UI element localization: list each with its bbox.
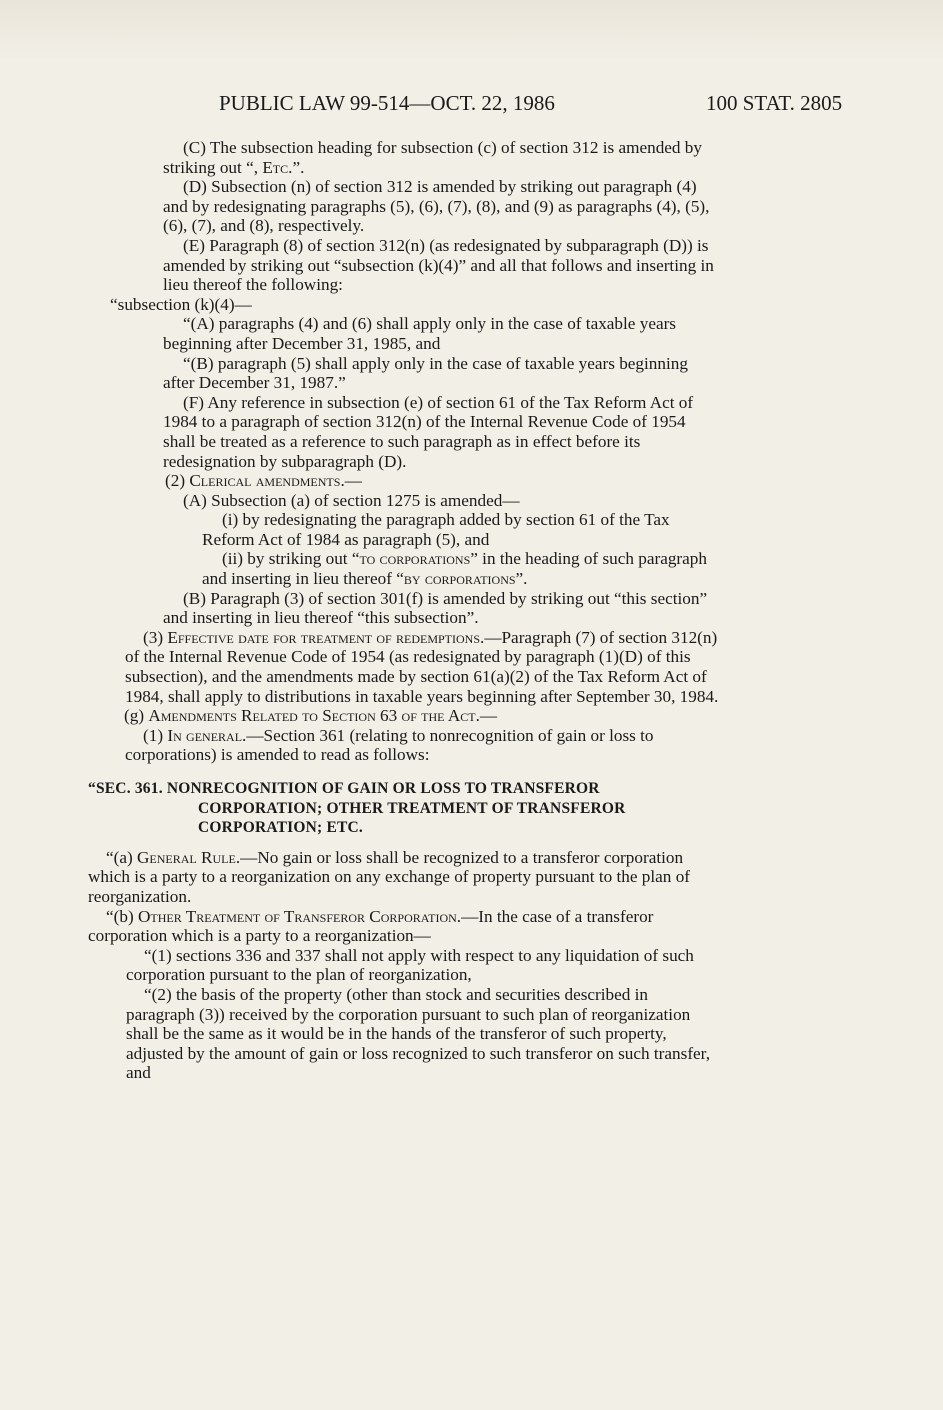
subsection-g: (g) Amendments Related to Section 63 of the Act.— (124, 706, 498, 726)
quoted-paragraph-a: “(A) paragraphs (4) and (6) shall apply only in the case of taxable years beginning after December 31, 1985, and (163, 314, 676, 353)
page-header (0, 91, 943, 117)
quoted-paragraph-1: “(1) sections 336 and 337 shall not apply with respect to any liquidation of such corporation pursuant to the plan of reorganization, (126, 945, 694, 985)
paragraph-2b: (B) Paragraph (3) of section 301(f) is amended by striking out “this section” and inserting in lieu thereof “this subsection”. (163, 588, 708, 628)
quoted-paragraph-b: “(B) paragraph (5) shall apply only in the case of taxable years beginning after December 31, 1987.” (163, 353, 688, 393)
quoted-subsection-a-general-rule: “(a) General Rule.—No gain or loss shall be recognized to a transferor corporation which is a party to a reorganization on any exchange of property pursuant to the plan of reorganization. (88, 847, 691, 906)
document-body (88, 138, 720, 1083)
quoted-paragraph-2: “(2) the basis of the property (other than stock and securities described in paragraph (3)) received by the corporation pursuant to such plan of reorganization shall be the same as it would be in the hands of the transferor of such property, adjusted by the amount of gain or loss recognized to such transferor on such transfer, and (126, 984, 710, 1083)
section-361-heading: “SEC. 361. NONRECOGNITION OF GAIN OR LOSS TO TRANSFEROR CORPORATION; OTHER TREATMENT OF TRANSFEROR CORPORATION; ETC. (88, 780, 626, 837)
quoted-subsection-heading: “subsection (k)(4)— (110, 294, 252, 314)
paragraph-2a: (A) Subsection (a) of section 1275 is amended— (183, 490, 520, 510)
clause-ii: (ii) by striking out “to corporations” in the heading of such paragraph and inserting in lieu thereof “by corporations”. (202, 549, 707, 589)
paragraph-f: (F) Any reference in subsection (e) of section 61 of the Tax Reform Act of 1984 to a paragraph of section 312(n) of the Internal Revenue Code of 1954 shall be treated as a reference to such paragraph as in effect before its redesignation by subparagraph (D). (163, 392, 694, 471)
header-law-citation: PUBLIC LAW 99-514—OCT. 22, 1986 (219, 91, 555, 115)
clause-i: (i) by redesignating the paragraph added by section 61 of the Tax Reform Act of 1984 as paragraph (5), and (202, 510, 670, 549)
paragraph-d: (D) Subsection (n) of section 312 is amended by striking out paragraph (4) and by redesignating paragraphs (5), (6), (7), (8), and (9) as paragraphs (4), (5), (6), (7), and (8), respectively. (163, 177, 710, 236)
bleed-through-band (0, 0, 943, 60)
paragraph-e: (E) Paragraph (8) of section 312(n) (as redesignated by subparagraph (D)) is amended by striking out “subsection (k)(4)” and all that follows and inserting in lieu thereof the following: (163, 235, 714, 295)
paragraph-2-clerical: (2) Clerical amendments.— (165, 471, 362, 491)
paragraph-c: (C) The subsection heading for subsection (c) of section 312 is amended by striking out “, Etc.”. (163, 138, 702, 177)
paragraph-g1: (1) In general.—Section 361 (relating to nonrecognition of gain or loss to corporations) is amended to read as follows: (125, 725, 654, 765)
paragraph-3-effective-date: (3) Effective date for treatment of redemptions.—Paragraph (7) of section 312(n) of the Internal Revenue Code of 1954 (as redesignated by paragraph (1)(D) of this subsection), and the amendments made by section 61(a)(2) of the Tax Reform Act of 1984, shall apply to distributions in taxable years beginning after September 30, 1984. (125, 627, 719, 706)
quoted-subsection-b-other-treatment: “(b) Other Treatment of Transferor Corporation.—In the case of a transferor corporation which is a party to a reorganization— (88, 906, 654, 946)
header-stat-page: 100 STAT. 2805 (706, 91, 843, 115)
